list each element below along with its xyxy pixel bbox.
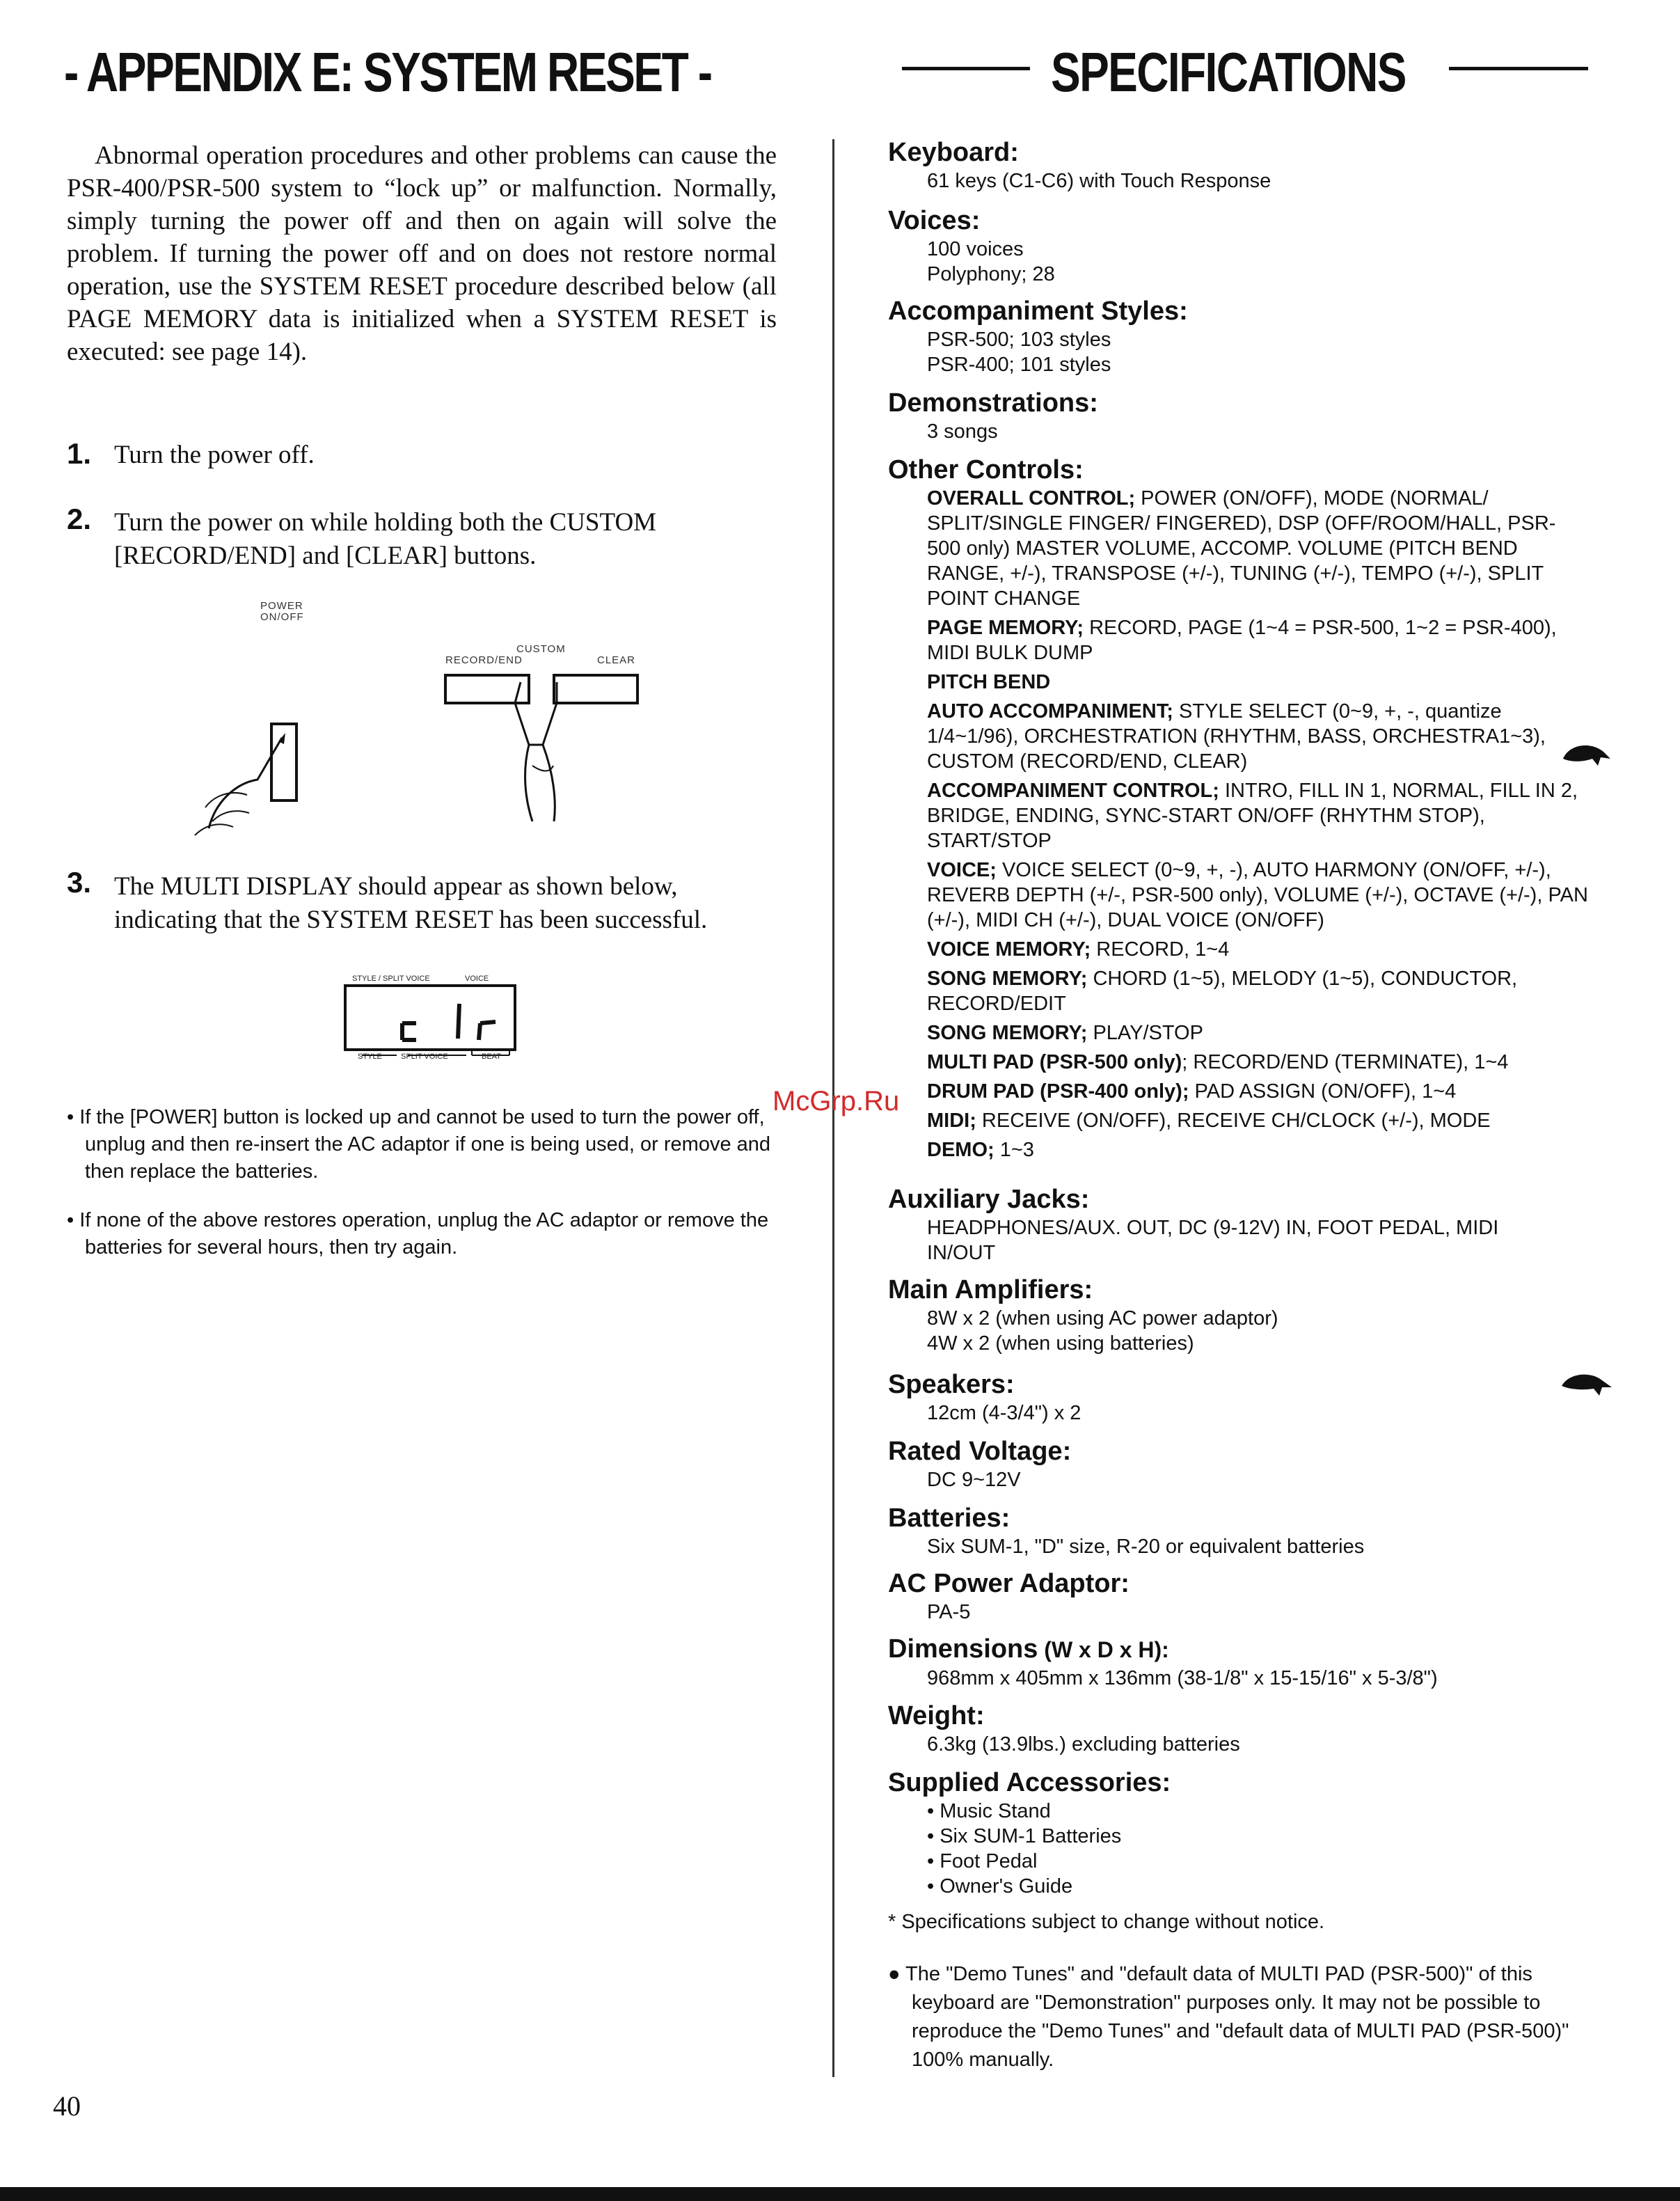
- control-multi-pad: MULTI PAD (PSR-500 only); RECORD/END (TERMINATE), 1~4: [927, 1051, 1509, 1073]
- spec-title: Supplied Accessories:: [888, 1768, 1171, 1797]
- spec-dimensions: [888, 1633, 1591, 1691]
- spec-value: • Six SUM-1 Batteries: [927, 1825, 1122, 1847]
- spec-value: 8W x 2 (when using AC power adaptor): [927, 1307, 1278, 1330]
- spec-demonstrations: [888, 387, 1591, 444]
- step-3-number: 3.: [67, 866, 92, 899]
- spec-title: Keyboard:: [888, 138, 1019, 167]
- display-readout: [390, 1002, 391, 1003]
- spec-value: • Owner's Guide: [927, 1875, 1073, 1898]
- spec-value: • Music Stand: [927, 1800, 1051, 1822]
- spec-value: 12cm (4-3/4") x 2: [927, 1402, 1081, 1424]
- spec-value: PSR-500; 103 styles: [927, 329, 1111, 351]
- spec-rated-voltage: [888, 1435, 1591, 1492]
- spec-value: 3 songs: [927, 420, 998, 443]
- display-voice-label: VOICE: [465, 975, 489, 983]
- control-voice: VOICE; VOICE SELECT (0~9, +, -), AUTO HARMONY (ON/OFF, +/-), REVERB DEPTH (+/-, PSR-500 only), VOLUME (+/-), OCTAVE (+/-), PAN (+/-), MIDI CH (+/-), DUAL VOICE (ON/OFF): [927, 859, 1588, 931]
- specifications-title: SPECIFICATIONS: [1051, 41, 1406, 103]
- clear-button: [554, 675, 637, 703]
- spec-value: 61 keys (C1-C6) with Touch Response: [927, 170, 1271, 192]
- bottom-border: [0, 2187, 1680, 2201]
- control-song-memory-record: SONG MEMORY; CHORD (1~5), MELODY (1~5), CONDUCTOR, RECORD/EDIT: [927, 968, 1518, 1015]
- step-2-text: Turn the power on while holding both the CUSTOM [RECORD/END] and [CLEAR] buttons.: [114, 508, 657, 570]
- title-rule-right: [1449, 67, 1588, 70]
- spec-value: PA-5: [927, 1601, 971, 1623]
- control-midi: MIDI; RECEIVE (ON/OFF), RECEIVE CH/CLOCK (+/-), MODE: [927, 1110, 1491, 1132]
- page-number: 40: [53, 2090, 81, 2122]
- display-split-voice-label: SPLIT VOICE: [401, 1052, 448, 1061]
- spec-title: Speakers:: [888, 1370, 1015, 1399]
- step-1-text: Turn the power off.: [114, 441, 315, 469]
- margin-mark-icon: [1559, 1368, 1615, 1403]
- spec-value: PSR-400; 101 styles: [927, 354, 1111, 376]
- spec-title: Main Amplifiers:: [888, 1275, 1093, 1304]
- spec-title: Voices:: [888, 206, 981, 235]
- control-voice-memory: VOICE MEMORY; RECORD, 1~4: [927, 938, 1230, 961]
- control-auto-accompaniment: AUTO ACCOMPANIMENT; STYLE SELECT (0~9, +, -, quantize 1/4~1/96), ORCHESTRATION (RHYTHM, BASS, ORCHESTRA1~3), CUSTOM (RECORD/END, CLEAR): [927, 700, 1546, 773]
- specs-footnote: * Specifications subject to change without notice.: [888, 1911, 1325, 1933]
- spec-title: Batteries:: [888, 1504, 1011, 1533]
- spec-speakers: [888, 1368, 1591, 1426]
- control-song-memory-play: SONG MEMORY; PLAY/STOP: [927, 1022, 1203, 1044]
- spec-value: • Foot Pedal: [927, 1850, 1038, 1872]
- note-power-locked: • If the [POWER] button is locked up and cannot be used to turn the power off, unplug and then re-insert the AC adaptor if one is being used, or remove and then replace the batteries.: [67, 1106, 771, 1183]
- spec-title: Auxiliary Jacks:: [888, 1185, 1090, 1214]
- appendix-title: - APPENDIX E: SYSTEM RESET -: [64, 41, 711, 103]
- clear-label: CLEAR: [597, 654, 636, 666]
- step-3-text: The MULTI DISPLAY should appear as shown below, indicating that the SYSTEM RESET has been successful.: [114, 872, 708, 934]
- control-overall: OVERALL CONTROL; POWER (ON/OFF), MODE (NORMAL/ SPLIT/SINGLE FINGER/ FINGERED), DSP (OFF/ROOM/HALL, PSR-500 only) MASTER VOLUME, ACCOMP. VOLUME (PITCH BEND RANGE, +/-), TRANSPOSE (+/-), TUNING (+/-), TEMPO (+/-), SPLIT POINT CHANGE: [927, 487, 1556, 610]
- spec-title: Accompaniment Styles:: [888, 297, 1188, 326]
- margin-mark-icon: [1559, 738, 1615, 773]
- display-beat-label: BEAT: [482, 1052, 501, 1061]
- custom-label: CUSTOM: [516, 643, 566, 655]
- power-on-off-label: ON/OFF: [260, 611, 304, 623]
- title-rule-left: [902, 67, 1030, 70]
- display-style-label: STYLE: [358, 1052, 382, 1061]
- step-1-number: 1.: [67, 437, 92, 470]
- control-accompaniment: ACCOMPANIMENT CONTROL; INTRO, FILL IN 1, NORMAL, FILL IN 2, BRIDGE, ENDING, SYNC-START ON/OFF (RHYTHM STOP), START/STOP: [927, 780, 1578, 852]
- note-restore: • If none of the above restores operation, unplug the AC adaptor or remove the batteries for several hours, then try again.: [67, 1209, 769, 1259]
- spec-value: Polyphony; 28: [927, 263, 1055, 285]
- control-pitch-bend: PITCH BEND: [927, 671, 1051, 693]
- spec-weight: [888, 1700, 1591, 1757]
- spec-value: HEADPHONES/AUX. OUT, DC (9-12V) IN, FOOT PEDAL, MIDI IN/OUT: [927, 1217, 1499, 1264]
- spec-title: Rated Voltage:: [888, 1437, 1072, 1466]
- spec-value: 100 voices: [927, 238, 1024, 260]
- spec-value: 968mm x 405mm x 136mm (38-1/8" x 15-15/16" x 5-3/8"): [927, 1667, 1438, 1689]
- spec-auxiliary-jacks: [888, 1183, 1591, 1265]
- spec-keyboard: [888, 136, 1591, 194]
- spec-ac-power-adaptor: [888, 1568, 1591, 1625]
- spec-main-amplifiers: [888, 1274, 1591, 1356]
- spec-title: Demonstrations:: [888, 388, 1098, 418]
- spec-supplied-accessories: [888, 1767, 1591, 1899]
- watermark-text: McGrp.Ru: [772, 1086, 900, 1117]
- control-drum-pad: DRUM PAD (PSR-400 only); PAD ASSIGN (ON/OFF), 1~4: [927, 1080, 1457, 1103]
- control-page-memory: PAGE MEMORY; RECORD, PAGE (1~4 = PSR-500, 1~2 = PSR-400), MIDI BULK DUMP: [927, 617, 1557, 664]
- demo-tunes-note: ● The "Demo Tunes" and "default data of MULTI PAD (PSR-500)" of this keyboard are "Demonstration" purposes only. It may not be possible to reproduce the "Demo Tunes" and "default data of MULTI PAD (PSR-500)" 100% manually.: [888, 1963, 1569, 2071]
- spec-title: Other Controls:: [888, 455, 1084, 484]
- intro-paragraph: Abnormal operation procedures and other problems can cause the PSR-400/PSR-500 system to “lock up” or malfunction. Normally, simply turning the power off and then on again will solve the problem. If turning the power off and on does not restore normal operation, use the SYSTEM RESET procedure described below (all PAGE MEMORY data is initialized when a SYSTEM RESET is executed: see page 14).: [67, 141, 777, 366]
- spec-voices: [888, 205, 1591, 287]
- power-label: POWER: [260, 600, 303, 612]
- spec-value: Six SUM-1, "D" size, R-20 or equivalent batteries: [927, 1536, 1365, 1558]
- spec-title: Dimensions (W x D x H):: [888, 1634, 1169, 1664]
- button-hand-illustration: [167, 661, 668, 856]
- spec-value: 4W x 2 (when using batteries): [927, 1332, 1194, 1355]
- spec-value: DC 9~12V: [927, 1469, 1021, 1491]
- record-end-label: RECORD/END: [445, 654, 523, 666]
- spec-other-controls: [888, 454, 1591, 1167]
- spec-accompaniment-styles: [888, 295, 1591, 377]
- spec-title: Weight:: [888, 1701, 985, 1730]
- spec-title: AC Power Adaptor:: [888, 1569, 1130, 1598]
- spec-batteries: [888, 1502, 1591, 1559]
- display-style-split-label: STYLE / SPLIT VOICE: [352, 975, 430, 983]
- control-demo: DEMO; 1~3: [927, 1139, 1034, 1161]
- spec-value: 6.3kg (13.9lbs.) excluding batteries: [927, 1733, 1240, 1756]
- step-2-number: 2.: [67, 503, 92, 535]
